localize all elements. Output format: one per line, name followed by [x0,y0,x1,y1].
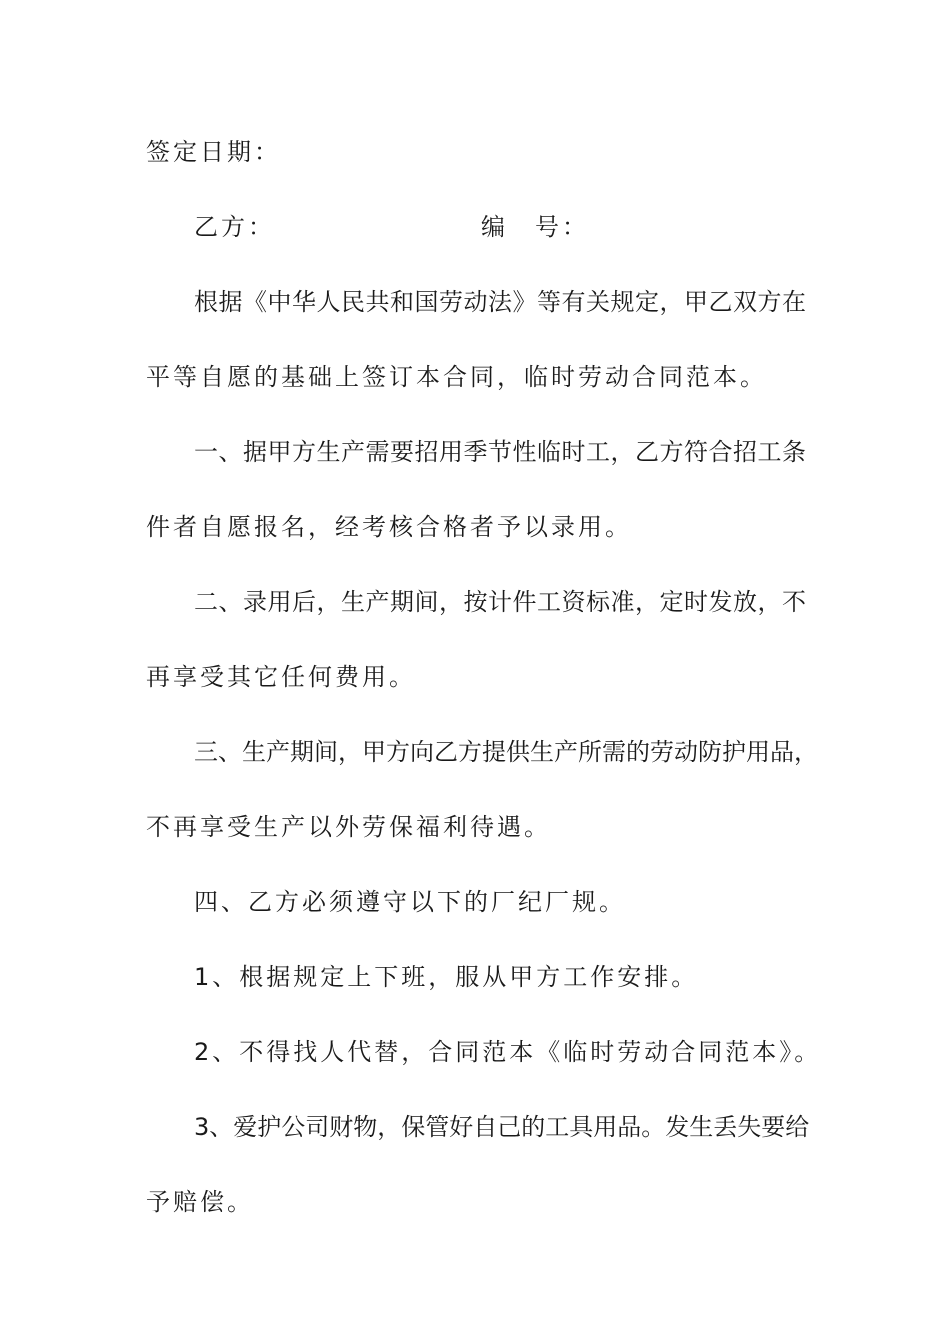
paragraph-line: 不再享受生产以外劳保福利待遇。 [146,813,551,841]
paragraph-line: 平等自愿的基础上签订本合同，临时劳动合同范本。 [146,363,767,391]
signing-date-label: 签定日期： [146,138,281,166]
paragraph-line: 根据《中华人民共和国劳动法》等有关规定，甲乙双方在 [194,288,806,316]
paragraph-line: 再享受其它任何费用。 [146,663,416,691]
party-b-label: 乙方： [194,213,275,241]
paragraph-line: 三、生产期间，甲方向乙方提供生产所需的劳动防护用品， [194,738,818,766]
paragraph-line: 件者自愿报名，经考核合格者予以录用。 [146,513,632,541]
paragraph-line: 3、爱护公司财物，保管好自己的工具用品。发生丢失要给 [194,1113,810,1141]
paragraph-line: 四、乙方必须遵守以下的厂纪厂规。 [194,888,626,916]
paragraph-line: 2、不得找人代替，合同范本《临时劳动合同范本》。 [194,1038,822,1066]
paragraph-line: 一、据甲方生产需要招用季节性临时工，乙方符合招工条 [194,438,806,466]
paragraph-line: 1、根据规定上下班，服从甲方工作安排。 [194,963,699,991]
paragraph-line: 予赔偿。 [146,1188,254,1216]
contract-number-label: 编 号： [481,213,589,241]
paragraph-line: 二、录用后，生产期间，按计件工资标准，定时发放，不 [194,588,806,616]
